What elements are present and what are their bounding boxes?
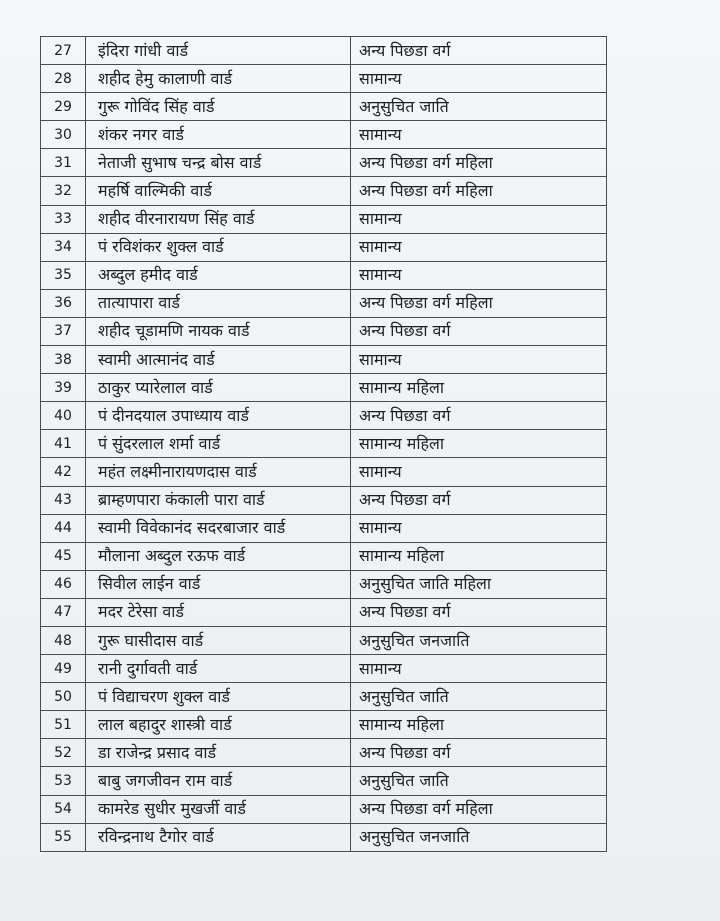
ward-name-cell: शहीद वीरनारायण सिंह वार्ड — [86, 205, 351, 233]
ward-name-cell: कामरेड सुधीर मुखर्जी वार्ड — [86, 795, 351, 823]
reservation-category-cell: अनुसुचित जनजाति — [351, 823, 607, 851]
reservation-category-cell: सामान्य — [351, 205, 607, 233]
ward-number-cell: 45 — [41, 542, 86, 570]
ward-number-cell: 52 — [41, 739, 86, 767]
ward-name-cell: शहीद हेमु कालाणी वार्ड — [86, 65, 351, 93]
ward-reservation-table — [40, 36, 607, 852]
table-row — [41, 205, 607, 233]
table-row — [41, 261, 607, 289]
reservation-category-cell: सामान्य — [351, 458, 607, 486]
ward-number-cell: 31 — [41, 149, 86, 177]
ward-name-cell: रविन्द्रनाथ टैगोर वार्ड — [86, 823, 351, 851]
ward-number-cell: 34 — [41, 233, 86, 261]
table-row — [41, 767, 607, 795]
table-row — [41, 739, 607, 767]
ward-number-cell: 54 — [41, 795, 86, 823]
table-row — [41, 598, 607, 626]
table-row — [41, 177, 607, 205]
reservation-category-cell: सामान्य महिला — [351, 430, 607, 458]
reservation-category-cell: सामान्य — [351, 655, 607, 683]
table-row — [41, 430, 607, 458]
ward-name-cell: सिवील लाईन वार्ड — [86, 570, 351, 598]
table-row — [41, 402, 607, 430]
ward-name-cell: पं विद्याचरण शुक्ल वार्ड — [86, 683, 351, 711]
reservation-category-cell: सामान्य — [351, 346, 607, 374]
ward-number-cell: 53 — [41, 767, 86, 795]
table-row — [41, 346, 607, 374]
ward-name-cell: डा राजेन्द्र प्रसाद वार्ड — [86, 739, 351, 767]
table-row — [41, 65, 607, 93]
ward-number-cell: 33 — [41, 205, 86, 233]
ward-number-cell: 49 — [41, 655, 86, 683]
ward-number-cell: 32 — [41, 177, 86, 205]
ward-number-cell: 39 — [41, 374, 86, 402]
ward-name-cell: लाल बहादुर शास्त्री वार्ड — [86, 711, 351, 739]
table-row — [41, 289, 607, 317]
reservation-category-cell: अन्य पिछडा वर्ग — [351, 317, 607, 345]
ward-name-cell: नेताजी सुभाष चन्द्र बोस वार्ड — [86, 149, 351, 177]
ward-name-cell: महंत लक्ष्मीनारायणदास वार्ड — [86, 458, 351, 486]
ward-number-cell: 41 — [41, 430, 86, 458]
ward-name-cell: गुरू गोविंद सिंह वार्ड — [86, 93, 351, 121]
reservation-category-cell: अन्य पिछडा वर्ग महिला — [351, 289, 607, 317]
ward-name-cell: मदर टेरेसा वार्ड — [86, 598, 351, 626]
ward-name-cell: तात्यापारा वार्ड — [86, 289, 351, 317]
reservation-category-cell: सामान्य — [351, 65, 607, 93]
ward-number-cell: 43 — [41, 486, 86, 514]
ward-number-cell: 48 — [41, 626, 86, 654]
reservation-category-cell: अन्य पिछडा वर्ग — [351, 486, 607, 514]
reservation-category-cell: सामान्य महिला — [351, 542, 607, 570]
ward-name-cell: मौलाना अब्दुल रऊफ वार्ड — [86, 542, 351, 570]
ward-number-cell: 55 — [41, 823, 86, 851]
ward-name-cell: शहीद चूडामणि नायक वार्ड — [86, 317, 351, 345]
ward-name-cell: पं सुंदरलाल शर्मा वार्ड — [86, 430, 351, 458]
table-row — [41, 374, 607, 402]
ward-name-cell: ठाकुर प्यारेलाल वार्ड — [86, 374, 351, 402]
table-row — [41, 542, 607, 570]
ward-number-cell: 27 — [41, 37, 86, 65]
table-row — [41, 711, 607, 739]
table-row — [41, 823, 607, 851]
ward-name-cell: पं रविशंकर शुक्ल वार्ड — [86, 233, 351, 261]
reservation-category-cell: अन्य पिछडा वर्ग — [351, 739, 607, 767]
table-row — [41, 655, 607, 683]
ward-name-cell: बाबु जगजीवन राम वार्ड — [86, 767, 351, 795]
table-row — [41, 626, 607, 654]
ward-number-cell: 42 — [41, 458, 86, 486]
reservation-category-cell: अन्य पिछडा वर्ग — [351, 37, 607, 65]
ward-number-cell: 46 — [41, 570, 86, 598]
ward-number-cell: 51 — [41, 711, 86, 739]
ward-number-cell: 44 — [41, 514, 86, 542]
ward-name-cell: रानी दुर्गावती वार्ड — [86, 655, 351, 683]
ward-name-cell: पं दीनदयाल उपाध्याय वार्ड — [86, 402, 351, 430]
table-row — [41, 795, 607, 823]
reservation-category-cell: अनुसुचित जाति — [351, 767, 607, 795]
reservation-category-cell: अन्य पिछडा वर्ग महिला — [351, 795, 607, 823]
ward-number-cell: 37 — [41, 317, 86, 345]
table-row — [41, 233, 607, 261]
ward-name-cell: गुरू घासीदास वार्ड — [86, 626, 351, 654]
ward-number-cell: 36 — [41, 289, 86, 317]
table-row — [41, 121, 607, 149]
table-row — [41, 683, 607, 711]
ward-number-cell: 35 — [41, 261, 86, 289]
ward-name-cell: शंकर नगर वार्ड — [86, 121, 351, 149]
table-row — [41, 458, 607, 486]
ward-number-cell: 29 — [41, 93, 86, 121]
ward-number-cell: 47 — [41, 598, 86, 626]
reservation-category-cell: अनुसुचित जाति — [351, 683, 607, 711]
reservation-category-cell: अनुसुचित जाति — [351, 93, 607, 121]
table-row — [41, 93, 607, 121]
reservation-category-cell: सामान्य — [351, 121, 607, 149]
reservation-category-cell: सामान्य महिला — [351, 374, 607, 402]
ward-number-cell: 40 — [41, 402, 86, 430]
reservation-category-cell: अन्य पिछडा वर्ग — [351, 598, 607, 626]
ward-number-cell: 38 — [41, 346, 86, 374]
ward-number-cell: 30 — [41, 121, 86, 149]
table-row — [41, 514, 607, 542]
ward-name-cell: अब्दुल हमीद वार्ड — [86, 261, 351, 289]
reservation-category-cell: सामान्य — [351, 233, 607, 261]
ward-number-cell: 50 — [41, 683, 86, 711]
reservation-category-cell: अन्य पिछडा वर्ग — [351, 402, 607, 430]
table-row — [41, 37, 607, 65]
ward-name-cell: इंदिरा गांधी वार्ड — [86, 37, 351, 65]
reservation-category-cell: अनुसुचित जाति महिला — [351, 570, 607, 598]
ward-name-cell: स्वामी विवेकानंद सदरबाजार वार्ड — [86, 514, 351, 542]
ward-number-cell: 28 — [41, 65, 86, 93]
reservation-category-cell: अन्य पिछडा वर्ग महिला — [351, 149, 607, 177]
ward-name-cell: ब्राम्हणपारा कंकाली पारा वार्ड — [86, 486, 351, 514]
ward-name-cell: महर्षि वाल्मिकी वार्ड — [86, 177, 351, 205]
reservation-category-cell: अनुसुचित जनजाति — [351, 626, 607, 654]
reservation-category-cell: सामान्य — [351, 514, 607, 542]
ward-name-cell: स्वामी आत्मानंद वार्ड — [86, 346, 351, 374]
ward-table-body — [41, 37, 607, 852]
table-row — [41, 149, 607, 177]
reservation-category-cell: अन्य पिछडा वर्ग महिला — [351, 177, 607, 205]
table-row — [41, 570, 607, 598]
reservation-category-cell: सामान्य — [351, 261, 607, 289]
table-row — [41, 317, 607, 345]
reservation-category-cell: सामान्य महिला — [351, 711, 607, 739]
table-row — [41, 486, 607, 514]
